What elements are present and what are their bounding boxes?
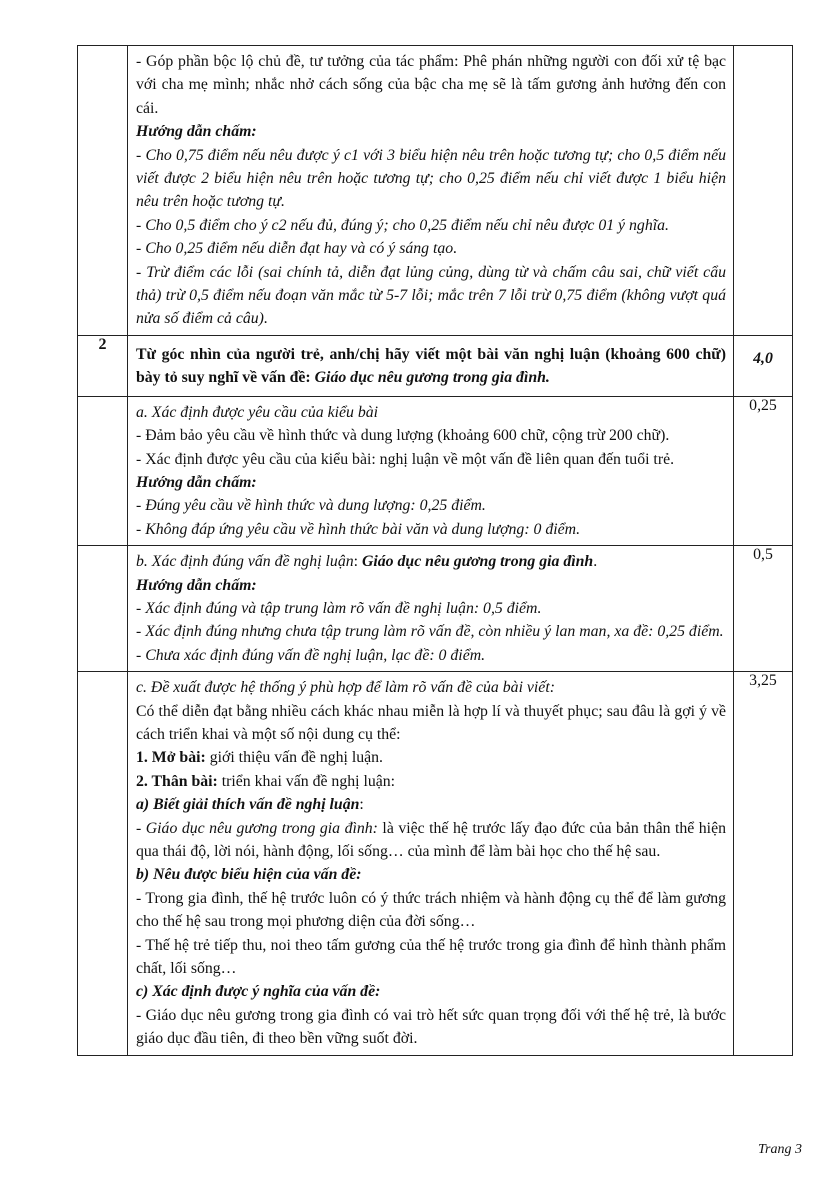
question-score: 4,0	[734, 335, 793, 396]
question-number-cell	[78, 46, 128, 336]
part-b-title: b. Xác định đúng vấn đề nghị luận	[136, 553, 354, 571]
guide-item: - Cho 0,25 điểm nếu diễn đạt hay và có ý sáng tạo.	[136, 240, 458, 258]
table-row	[78, 546, 793, 672]
part-a-score: 0,25	[734, 396, 793, 545]
section-c-title: c) Xác định được ý nghĩa của vấn đề:	[136, 983, 381, 1001]
table-row	[78, 335, 793, 396]
body-text: - Đảm bảo yêu cầu về hình thức và dung lượng (khoảng 600 chữ, cộng trừ 200 chữ).	[136, 427, 670, 445]
section-a-text: là việc thế hệ trước lấy đạo đức của bản thân thể hiện qua thái độ, lời nói, hành động, lối sống… của mình để làm bài học cho thế hệ sau.	[136, 819, 726, 860]
grading-table	[77, 45, 793, 1056]
body-text: - Giáo dục nêu gương trong gia đình có vai trò hết sức quan trọng đối với thế hệ trẻ, là bước giáo dục đầu tiên, đi theo bền vững suốt đời.	[136, 1006, 726, 1048]
table-row	[78, 396, 793, 545]
table-row	[78, 672, 793, 1056]
part-c-score: 3,25	[734, 672, 793, 1056]
question-topic: Giáo dục nêu gương trong gia đình.	[314, 369, 550, 387]
than-bai-label: 2. Thân bài:	[136, 772, 218, 790]
body-text: - Thế hệ trẻ tiếp thu, noi theo tấm gương của thế hệ trước trong gia đình để hình thành phẩm chất, lối sống…	[136, 936, 726, 978]
score-cell	[734, 46, 793, 336]
guide-item: - Trừ điểm các lỗi (sai chính tả, diễn đạt lủng củng, dùng từ và chấm câu sai, chữ viết cẩu thả) trừ 0,5 điểm nếu đoạn văn mắc từ 5-7 lỗi; mắc trên 7 lỗi trừ 0,75 điểm (không vượt quá nửa số điểm cả câu).	[136, 263, 726, 328]
question-number: 2	[78, 335, 128, 396]
guide-heading: Hướng dẫn chấm:	[136, 123, 257, 141]
content-cell	[128, 396, 734, 545]
table-row	[78, 46, 793, 336]
part-b-topic: Giáo dục nêu gương trong gia đình	[361, 553, 594, 571]
guide-heading: Hướng dẫn chấm:	[136, 576, 257, 594]
guide-heading: Hướng dẫn chấm:	[136, 473, 257, 491]
part-b-period: .	[593, 553, 598, 571]
than-bai-text: triển khai vấn đề nghị luận:	[217, 772, 396, 790]
content-cell	[128, 546, 734, 672]
body-text: - Trong gia đình, thế hệ trước luôn có ý thức trách nhiệm và hành động cụ thể để làm gương cho thế hệ sau trong mọi phương diện của đời sống…	[136, 889, 726, 931]
guide-item: - Chưa xác định đúng vấn đề nghị luận, lạc đề: 0 điểm.	[136, 646, 486, 664]
page-number: Trang 3	[758, 1142, 802, 1157]
part-c-intro: Có thể diễn đạt bằng nhiều cách khác nhau miễn là hợp lí và thuyết phục; sau đâu là gợi ý về cách triển khai và một số nội dung cụ thể:	[136, 702, 726, 743]
part-a-title: a. Xác định được yêu cầu của kiểu bài	[136, 403, 379, 421]
section-a-colon: :	[359, 796, 364, 814]
content-cell	[128, 672, 734, 1056]
question-prompt: Từ góc nhìn của người trẻ, anh/chị hãy viết một bài văn nghị luận (khoảng 600 chữ) bày tỏ suy nghĩ về vấn đề:	[136, 345, 726, 387]
question-number-cell	[78, 672, 128, 1056]
part-b-score: 0,5	[734, 546, 793, 672]
guide-item: - Đúng yêu cầu về hình thức và dung lượng: 0,25 điểm.	[136, 497, 486, 515]
question-number-cell	[78, 396, 128, 545]
body-text: - Góp phần bộc lộ chủ đề, tư tưởng của tác phẩm: Phê phán những người con đối xử tệ bạc với cha mẹ mình; nhắc nhở cách sống của bậc cha mẹ sẽ là tấm gương ảnh hưởng đến con cái.	[136, 53, 726, 117]
part-c-title: c. Đề xuất được hệ thống ý phù hợp để làm rõ vấn đề của bài viết:	[136, 679, 555, 697]
section-a-term: - Giáo dục nêu gương trong gia đình:	[136, 819, 378, 837]
mo-bai-label: 1. Mở bài:	[136, 749, 206, 767]
guide-item: - Cho 0,5 điểm cho ý c2 nếu đủ, đúng ý; cho 0,25 điểm nếu chỉ nêu được 01 ý nghĩa.	[136, 216, 669, 234]
part-b-separator: :	[353, 553, 362, 571]
guide-item: - Cho 0,75 điểm nếu nêu được ý c1 với 3 biểu hiện nêu trên hoặc tương tự; cho 0,5 điểm nếu viết được 2 biểu hiện nêu trên hoặc tương tự; cho 0,25 điểm nếu chỉ viết được 1 biểu hiện nêu trên hoặc tương tự.	[136, 146, 726, 211]
section-b-title: b) Nêu được biểu hiện của vấn đề:	[136, 866, 362, 884]
guide-item: - Không đáp ứng yêu cầu về hình thức bài văn và dung lượng: 0 điểm.	[136, 520, 581, 538]
section-a-title: a) Biết giải thích vấn đề nghị luận	[136, 796, 360, 814]
question-number-cell	[78, 546, 128, 672]
question-prompt-cell	[128, 335, 734, 396]
guide-item: - Xác định đúng nhưng chưa tập trung làm rõ vấn đề, còn nhiều ý lan man, xa đề: 0,25 điểm.	[136, 623, 724, 641]
content-cell	[128, 46, 734, 336]
body-text: - Xác định được yêu cầu của kiểu bài: nghị luận về một vấn đề liên quan đến tuổi trẻ.	[136, 450, 675, 468]
guide-item: - Xác định đúng và tập trung làm rõ vấn đề nghị luận: 0,5 điểm.	[136, 599, 542, 617]
mo-bai-text: giới thiệu vấn đề nghị luận.	[205, 749, 384, 767]
